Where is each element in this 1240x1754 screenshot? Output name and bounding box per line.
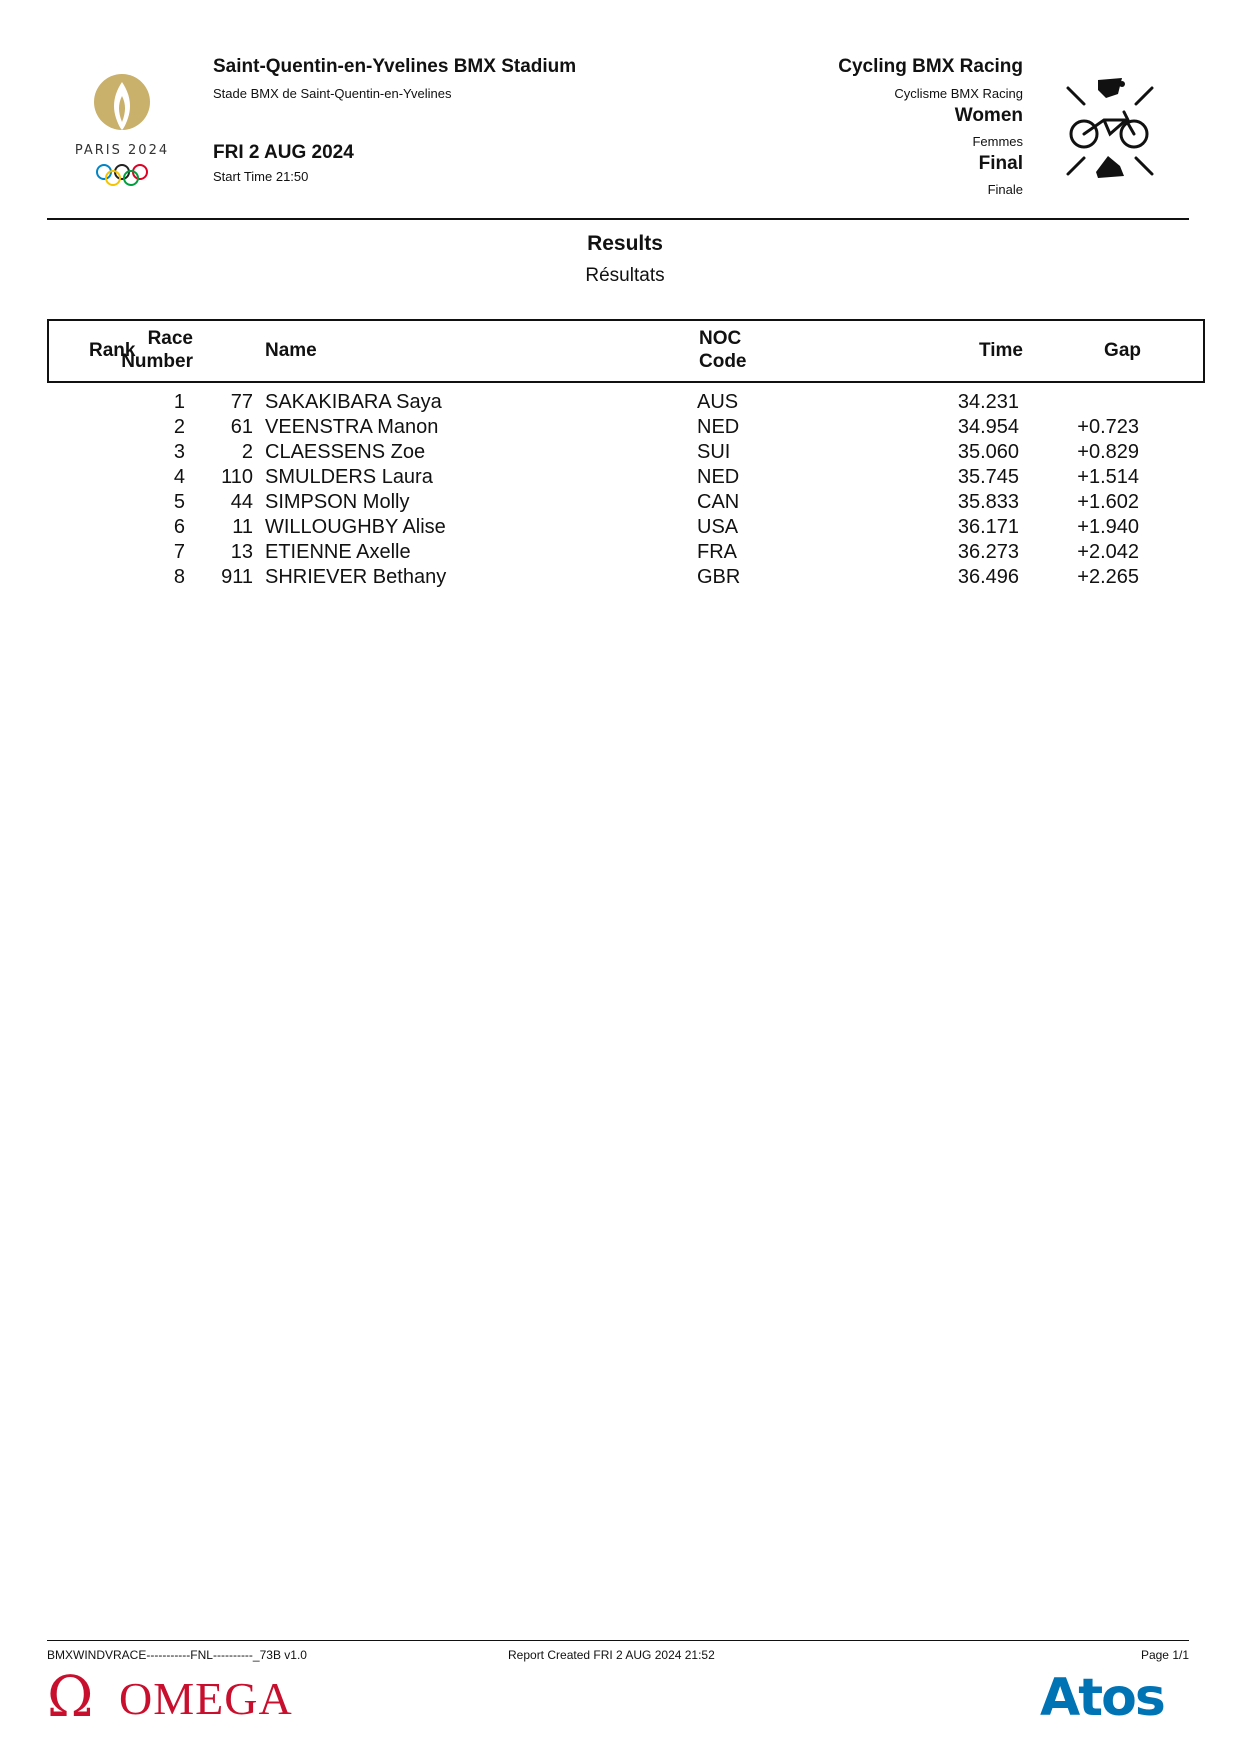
cell-name: SMULDERS Laura [265,466,433,488]
table-row [47,516,1201,541]
event-date: FRI 2 AUG 2024 [213,142,354,163]
cell-race-number: 13 [230,541,253,563]
atos-logo [1040,1668,1190,1723]
cell-race-number: 77 [230,391,253,413]
start-time: Start Time 21:50 [213,169,309,184]
cell-name: WILLOUGHBY Alise [265,516,446,538]
table-row [47,391,1201,416]
cell-rank: 6 [173,516,185,538]
table-row [47,416,1201,441]
cell-time: 34.231 [957,391,1019,413]
svg-text:PARIS 2024: PARIS 2024 [74,143,170,158]
cell-gap: +0.829 [1077,441,1139,463]
cell-time: 35.060 [957,441,1019,463]
report-code: BMXWINDVRACE-----------FNL----------_73B v1.0 [47,1648,307,1662]
cell-gap: +1.940 [1077,516,1139,538]
cell-noc: CAN [697,491,740,513]
cell-race-number: 911 [221,566,253,588]
omega-logo [47,1666,322,1726]
cell-name: VEENSTRA Manon [265,416,439,438]
cell-name: SAKAKIBARA Saya [265,391,442,413]
footer-divider [47,1640,1189,1641]
cell-time: 36.273 [957,541,1019,563]
col-time-header: Time [978,340,1023,361]
cell-gap: +0.723 [1077,416,1139,438]
col-rank-header: Rank [89,340,136,361]
cell-noc: NED [697,466,740,488]
cell-noc: NED [697,416,740,438]
cell-name: SIMPSON Molly [265,491,410,513]
cell-rank: 8 [173,566,185,588]
page-title-fr: Résultats [585,265,665,286]
gender: Women [954,105,1023,126]
cell-race-number: 110 [221,466,253,488]
atos-logo-text: Atos [1040,1668,1164,1723]
col-race-number-line1: Race [147,328,193,349]
table-row [47,466,1201,491]
col-noc-line1: NOC [699,328,742,349]
cell-rank: 7 [173,541,185,563]
page-number: Page 1/1 [1140,1648,1189,1662]
cell-time: 34.954 [957,416,1019,438]
cell-noc: GBR [697,566,741,588]
venue-name: Saint-Quentin-en-Yvelines BMX Stadium [213,56,577,77]
table-row [47,491,1201,516]
cell-rank: 5 [173,491,185,513]
col-race-number-line2: Number [121,351,193,372]
cell-time: 35.833 [957,491,1019,513]
col-noc-header [699,327,747,373]
cell-rank: 1 [173,391,185,413]
report-created: Report Created FRI 2 AUG 2024 21:52 [508,1648,715,1662]
cell-name: CLAESSENS Zoe [265,441,426,463]
cell-gap: +2.265 [1077,566,1139,588]
svg-text:Ω: Ω [47,1666,94,1726]
cell-race-number: 2 [241,441,253,463]
table-row [47,541,1201,566]
phase-fr: Finale [987,182,1023,197]
col-gap-header: Gap [1104,340,1141,361]
cell-time: 36.171 [957,516,1019,538]
cell-noc: SUI [697,441,731,463]
cell-rank: 3 [173,441,185,463]
cell-rank: 2 [173,416,185,438]
cell-noc: AUS [697,391,739,413]
venue-name-fr: Stade BMX de Saint-Quentin-en-Yvelines [213,86,452,101]
cell-gap: +1.602 [1077,491,1139,513]
table-header [47,319,1205,383]
phase: Final [978,153,1023,174]
cell-race-number: 44 [230,491,253,513]
cell-time: 36.496 [957,566,1019,588]
col-race-number-header [121,327,193,373]
table-row [47,441,1201,466]
cell-name: ETIENNE Axelle [265,541,411,563]
sport-title-fr: Cyclisme BMX Racing [894,86,1023,101]
cell-rank: 4 [173,466,185,488]
cell-noc: USA [697,516,739,538]
cell-time: 35.745 [957,466,1019,488]
cell-race-number: 61 [230,416,253,438]
cell-gap: +1.514 [1077,466,1139,488]
bmx-racing-pictogram-icon [1064,76,1156,186]
header-divider [47,218,1189,220]
sport-title: Cycling BMX Racing [838,56,1023,77]
cell-name: SHRIEVER Bethany [265,566,447,588]
gender-fr: Femmes [972,134,1023,149]
cell-gap: +2.042 [1077,541,1139,563]
cell-race-number: 11 [232,516,253,538]
paris-2024-logo [70,72,175,192]
col-noc-line2: Code [699,351,747,372]
page-title: Results [587,232,663,255]
omega-logo-text: OMEGA [119,1673,293,1724]
cell-noc: FRA [697,541,737,563]
col-name-header: Name [265,340,317,361]
table-row [47,566,1201,591]
